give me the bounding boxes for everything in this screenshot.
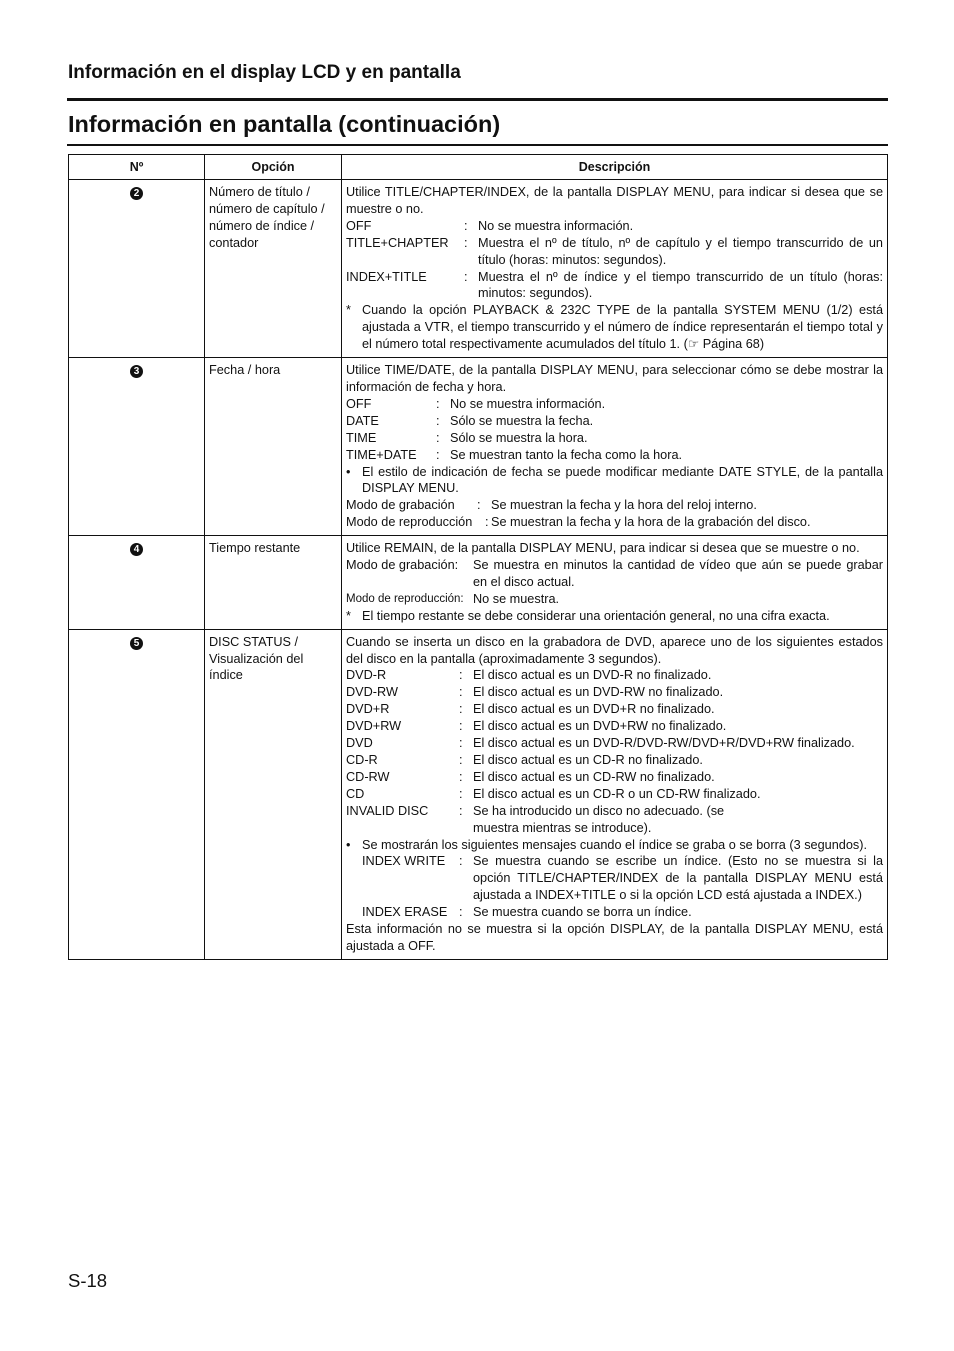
circled-number-icon: 2 xyxy=(130,187,143,200)
row-description xyxy=(342,629,888,959)
circled-number-icon: 4 xyxy=(130,543,143,556)
circled-number-icon: 3 xyxy=(130,365,143,378)
section-header: Información en el display LCD y en pantalla xyxy=(68,62,461,83)
row-description xyxy=(342,180,888,358)
row-option: Tiempo restante xyxy=(205,536,342,630)
option-item: OFF : No se muestra información. xyxy=(346,218,634,233)
col-header-option: Opción xyxy=(205,155,342,180)
row-number xyxy=(69,629,205,959)
note: * Cuando la opción PLAYBACK & 232C TYPE de la pantalla SYSTEM MENU (1/2) está ajustada a VTR, el tiempo transcurrido y el número de índice representarán el tiempo total y el número total respectivamente acumulados del título 1. (☞ Página 68) xyxy=(346,303,883,352)
disc-status-item: DVD+RW : El disco actual es un DVD+RW no finalizado. xyxy=(346,719,727,734)
table-row xyxy=(69,536,888,630)
option-item: TITLE+CHAPTER : Muestra el nº de título, nº de capítulo y el tiempo transcurrido de un título (horas: minutos: segundos). xyxy=(346,235,883,267)
option-item: DATE : Sólo se muestra la fecha. xyxy=(346,413,594,428)
disc-status-item: INVALID DISC : Se ha introducido un disco no adecuado. (se muestra mientras se introduce). xyxy=(346,803,725,835)
option-item: TIME : Sólo se muestra la hora. xyxy=(346,430,588,445)
note: * El tiempo restante se debe considerar una orientación general, no una cifra exacta. xyxy=(346,608,830,623)
table-row xyxy=(69,180,888,358)
page-number: S-18 xyxy=(68,1270,108,1291)
table-row xyxy=(69,358,888,536)
option-item: OFF : No se muestra información. xyxy=(346,396,606,411)
info-table xyxy=(68,154,888,960)
description-footer: Esta información no se muestra si la opción DISPLAY, de la pantalla DISPLAY MENU, está ajustada a OFF. xyxy=(346,922,883,953)
bullet-note: • El estilo de indicación de fecha se puede modificar mediante DATE STYLE, de la pantalla DISPLAY MENU. xyxy=(346,464,883,496)
description-intro: Utilice REMAIN, de la pantalla DISPLAY MENU, para indicar si desea que se muestre o no. xyxy=(346,541,860,556)
mode-item: Modo de reproducción : Se muestran la fecha y la hora de la grabación del disco. xyxy=(346,515,811,530)
option-item: INDEX+TITLE : Muestra el nº de índice y el tiempo transcurrido de un título (horas: minutos: segundos). xyxy=(346,269,883,301)
disc-status-item: CD : El disco actual es un CD-R o un CD-RW finalizado. xyxy=(346,786,761,801)
col-header-description: Descripción xyxy=(342,155,888,180)
row-option: DISC STATUS / Visualización del índice xyxy=(205,629,342,959)
row-number xyxy=(69,358,205,536)
mode-item: Modo de reproducción: No se muestra. xyxy=(346,591,560,606)
index-message-item: INDEX ERASE : Se muestra cuando se borra un índice. xyxy=(362,905,692,920)
row-description xyxy=(342,358,888,536)
disc-status-item: CD-R : El disco actual es un CD-R no finalizado. xyxy=(346,753,703,767)
mode-item: Modo de grabación : Se muestran la fecha y la hora del reloj interno. xyxy=(346,498,757,513)
title-rule xyxy=(67,144,888,146)
table-row xyxy=(69,629,888,959)
index-message-item: INDEX WRITE : Se muestra cuando se escribe un índice. (Esto no se muestra si la opción TITLE/CHAPTER/INDEX de la pantalla DISPLAY MENU está ajustada a INDEX+TITLE o si la opción LCD está ajustada a INDEX.) xyxy=(362,854,883,903)
option-item: TIME+DATE : Se muestran tanto la fecha como la hora. xyxy=(346,447,683,462)
description-intro: Cuando se inserta un disco en la grabadora de DVD, aparece uno de los siguientes estados del disco en la pantalla (aproximadamente 3 segundos). xyxy=(346,634,883,666)
row-number xyxy=(69,536,205,630)
header-rule xyxy=(67,98,888,101)
disc-status-item: DVD : El disco actual es un DVD-R/DVD-RW/DVD+R/DVD+RW finalizado. xyxy=(346,736,855,751)
row-option: Número de título / número de capítulo / número de índice / contador xyxy=(205,180,342,358)
disc-status-item: CD-RW : El disco actual es un CD-RW no finalizado. xyxy=(346,769,715,784)
bullet-note: • Se mostrarán los siguientes mensajes cuando el índice se graba o se borra (3 segundos). xyxy=(346,837,867,852)
col-header-num: Nº xyxy=(69,155,205,180)
table-header-row xyxy=(69,155,888,180)
mode-item: Modo de grabación: Se muestra en minutos la cantidad de vídeo que aún se puede grabar en el disco actual. xyxy=(346,558,883,589)
page-title: Información en pantalla (continuación) xyxy=(68,111,501,137)
circled-number-icon: 5 xyxy=(130,637,143,650)
description-intro: Utilice TIME/DATE, de la pantalla DISPLAY MENU, para seleccionar cómo se debe mostrar la información de fecha y hora. xyxy=(346,363,883,394)
disc-status-item: DVD-R : El disco actual es un DVD-R no finalizado. xyxy=(346,668,712,683)
row-description xyxy=(342,536,888,630)
disc-status-item: DVD-RW : El disco actual es un DVD-RW no finalizado. xyxy=(346,685,724,700)
row-number xyxy=(69,180,205,358)
disc-status-item: DVD+R : El disco actual es un DVD+R no finalizado. xyxy=(346,702,715,717)
row-option: Fecha / hora xyxy=(205,358,342,536)
description-intro: Utilice TITLE/CHAPTER/INDEX, de la pantalla DISPLAY MENU, para indicar si desea que se muestre o no. xyxy=(346,185,883,216)
